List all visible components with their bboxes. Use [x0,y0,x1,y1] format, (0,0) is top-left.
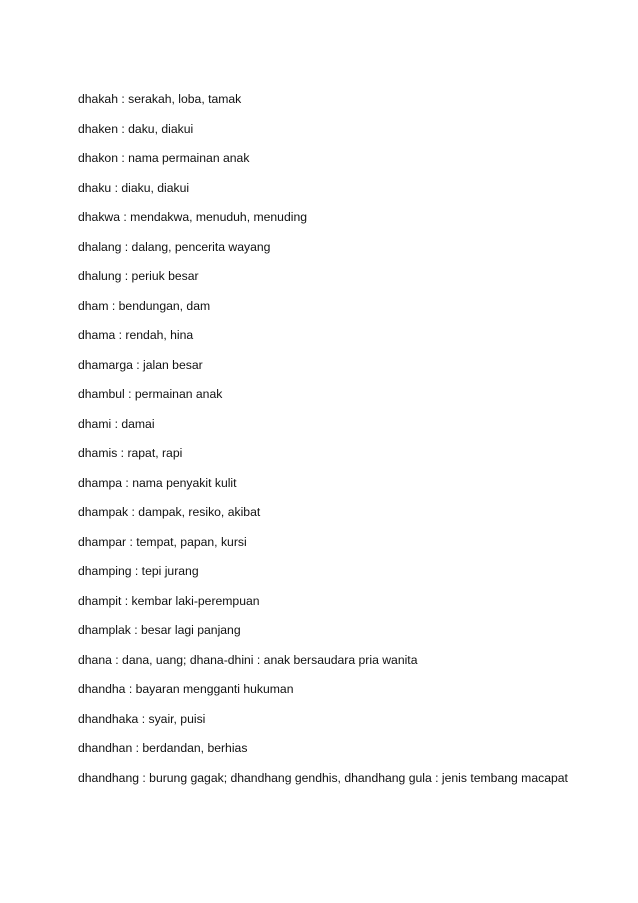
glossary-entry: dhampa : nama penyakit kulit [78,475,237,490]
glossary-entry: dhamping : tepi jurang [78,564,199,578]
glossary-entry: dhaken : daku, diakui [78,121,194,136]
glossary-entry: dhamplak : besar lagi panjang [78,623,241,637]
glossary-entry: dhambul : permainan anak [78,387,223,401]
glossary-entry: dhama : rendah, hina [78,328,194,342]
glossary-entry: dhampak : dampak, resiko, akibat [78,505,261,519]
glossary-entry: dhana : dana, uang; dhana-dhini : anak bersaudara pria wanita [78,652,418,667]
glossary-entry: dhaku : diaku, diakui [78,180,190,195]
glossary-entry: dhandhang : burung gagak; dhandhang gendhis, dhandhang gula : jenis tembang macapat [78,770,568,785]
glossary-entry: dhamarga : jalan besar [78,357,203,372]
glossary-entry: dhampit : kembar laki-perempuan [78,593,260,608]
glossary-list [78,92,568,785]
glossary-entry: dhandha : bayaran mengganti hukuman [78,682,294,696]
glossary-entry: dhakah : serakah, loba, tamak [78,92,242,106]
glossary-entry: dhandhaka : syair, puisi [78,711,206,726]
glossary-entry: dhalang : dalang, pencerita wayang [78,239,271,254]
glossary-entry: dham : bendungan, dam [78,298,211,313]
glossary-entry: dhakon : nama permainan anak [78,151,250,165]
glossary-entry: dhakwa : mendakwa, menuduh, menuding [78,210,307,224]
glossary-entry: dhandhan : berdandan, berhias [78,741,248,755]
glossary-entry: dhalung : periuk besar [78,269,199,283]
glossary-entry: dhampar : tempat, papan, kursi [78,534,247,549]
glossary-entry: dhamis : rapat, rapi [78,446,183,460]
glossary-entry: dhami : damai [78,416,155,431]
